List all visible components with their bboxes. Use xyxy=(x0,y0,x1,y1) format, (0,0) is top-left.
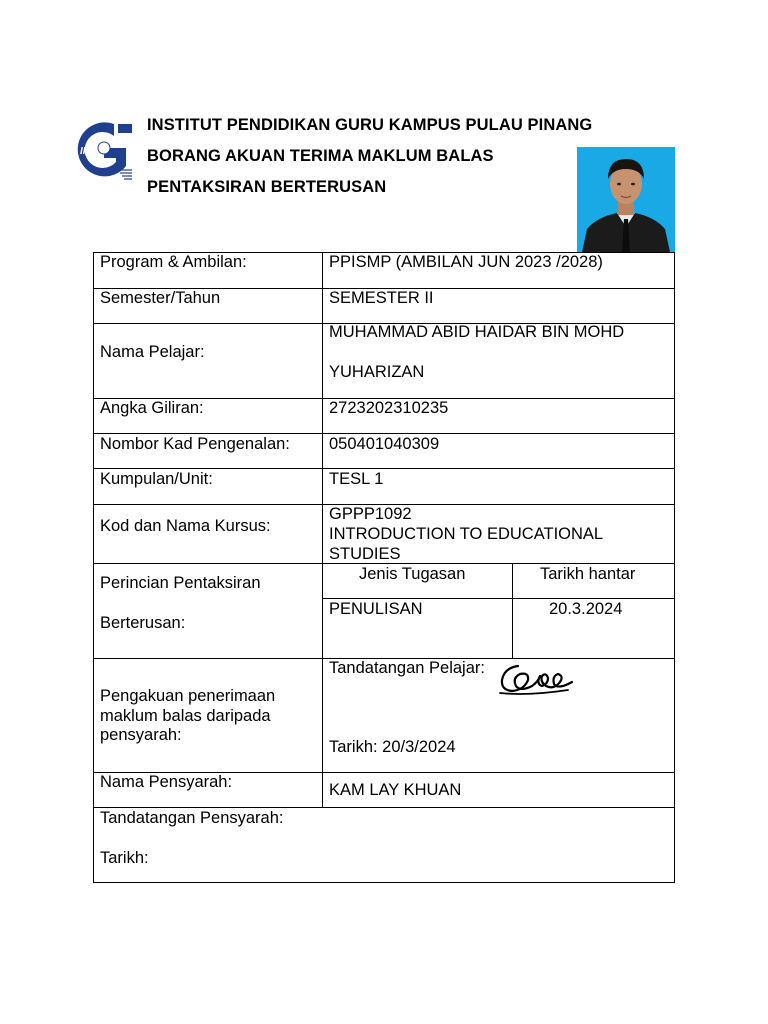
institute-title: INSTITUT PENDIDIKAN GURU KAMPUS PULAU PINANG xyxy=(147,116,593,134)
tandatangan-pensyarah-label: Tandatangan Pensyarah: xyxy=(100,809,284,827)
name-value-line1: MUHAMMAD ABID HAIDAR BIN MOHD xyxy=(329,323,625,341)
angka-giliran-label: Angka Giliran: xyxy=(100,399,204,417)
perincian-label-line2: Berterusan: xyxy=(100,614,186,632)
kursus-name-line1: INTRODUCTION TO EDUCATIONAL xyxy=(329,525,604,543)
tarikh-pensyarah-label: Tarikh: xyxy=(100,849,149,867)
kursus-label: Kod dan Nama Kursus: xyxy=(100,517,271,535)
pengakuan-label-line2: maklum balas daripada xyxy=(100,707,271,725)
form-title: BORANG AKUAN TERIMA MAKLUM BALAS xyxy=(147,147,494,165)
form-subtitle: PENTAKSIRAN BERTERUSAN xyxy=(147,178,387,196)
kursus-code: GPPP1092 xyxy=(329,505,412,523)
pengakuan-label-line3: pensyarah: xyxy=(100,726,182,744)
jenis-tugasan-value: PENULISAN xyxy=(329,600,423,618)
pengakuan-label-line1: Pengakuan penerimaan xyxy=(100,687,276,705)
name-label: Nama Pelajar: xyxy=(100,343,205,361)
jenis-tugasan-header: Jenis Tugasan xyxy=(359,565,466,583)
ic-number-value: 050401040309 xyxy=(329,435,440,453)
program-label: Program & Ambilan: xyxy=(100,253,247,271)
program-value: PPISMP (AMBILAN JUN 2023 /2028) xyxy=(329,253,603,271)
semester-label: Semester/Tahun xyxy=(100,289,221,307)
logo-text: IPG xyxy=(80,146,98,157)
name-value-line2: YUHARIZAN xyxy=(329,363,425,381)
tarikh-hantar-value: 20.3.2024 xyxy=(549,600,623,618)
student-signature xyxy=(498,660,576,698)
semester-value: SEMESTER II xyxy=(329,289,434,307)
tarikh-hantar-header: Tarikh hantar xyxy=(540,565,636,583)
tarikh-pelajar: Tarikh: 20/3/2024 xyxy=(329,738,456,756)
pensyarah-label: Nama Pensyarah: xyxy=(100,773,233,791)
tandatangan-pelajar-label: Tandatangan Pelajar: xyxy=(329,659,485,677)
kumpulan-label: Kumpulan/Unit: xyxy=(100,470,213,488)
kursus-name-line2: STUDIES xyxy=(329,545,401,563)
ic-number-label: Nombor Kad Pengenalan: xyxy=(100,435,290,453)
angka-giliran-value: 2723202310235 xyxy=(329,399,449,417)
perincian-label-line1: Perincian Pentaksiran xyxy=(100,574,261,592)
kumpulan-value: TESL 1 xyxy=(329,470,384,488)
pensyarah-value: KAM LAY KHUAN xyxy=(329,781,462,799)
